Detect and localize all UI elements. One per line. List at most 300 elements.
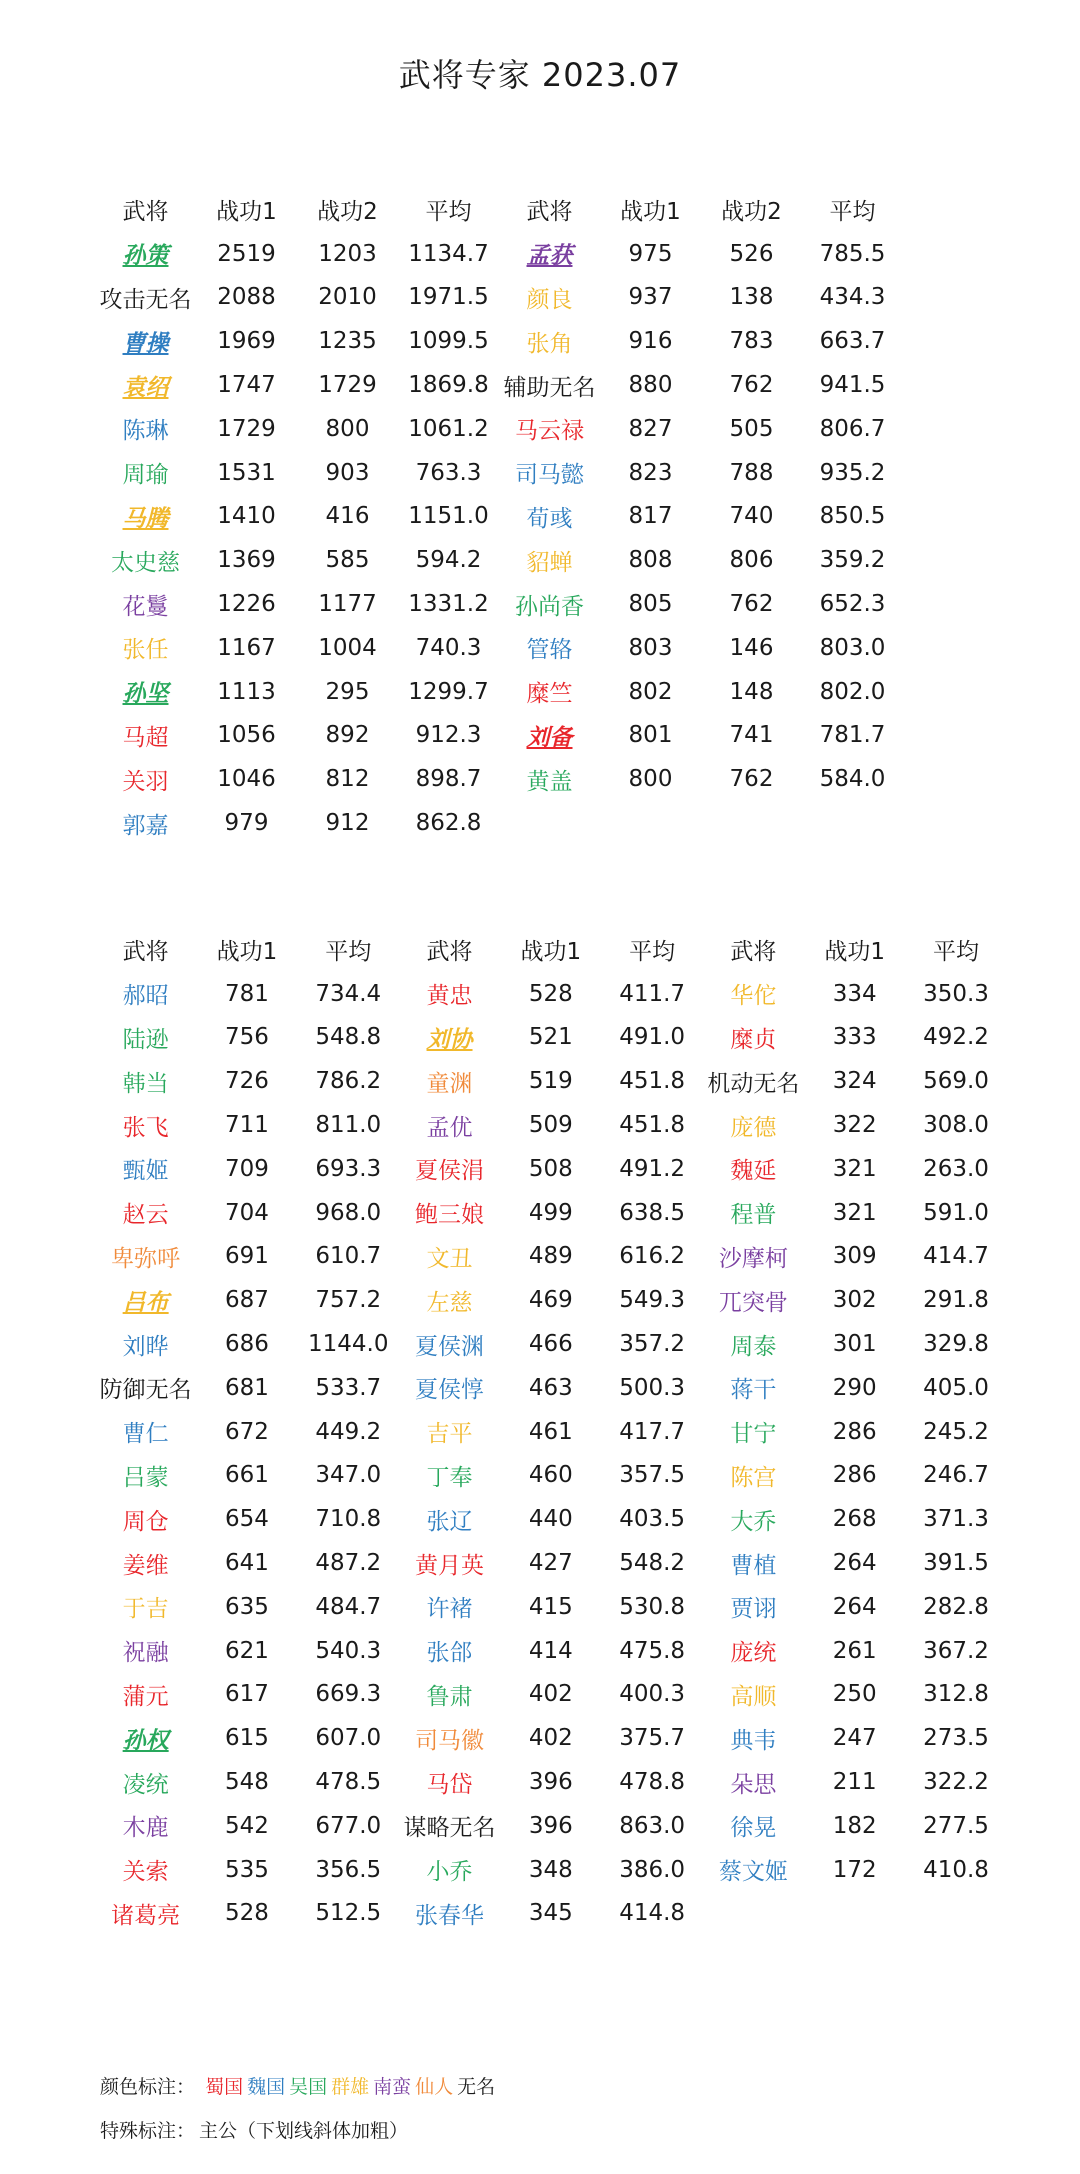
general-name: 关羽 <box>122 768 169 795</box>
table-row <box>95 1454 1007 1498</box>
stat-value: 811.0 <box>315 1112 382 1139</box>
general-name: 颜良 <box>526 286 573 313</box>
general-name: 童渊 <box>426 1070 473 1097</box>
stat-value: 440 <box>528 1506 573 1533</box>
general-name: 孙坚 <box>122 681 169 708</box>
general-name: 黄忠 <box>426 983 473 1010</box>
table-row <box>95 1235 1007 1279</box>
empty-cell <box>804 1892 905 1936</box>
table-row <box>95 1673 1007 1717</box>
stat-value: 519 <box>528 1068 573 1095</box>
stat-value: 710.8 <box>315 1506 382 1533</box>
table-row <box>95 232 903 276</box>
table-row <box>95 1804 1007 1848</box>
general-name: 陈宫 <box>730 1464 777 1491</box>
stat-value: 348 <box>528 1856 573 1883</box>
stat-value: 802 <box>628 678 673 705</box>
stat-value: 347.0 <box>315 1462 382 1489</box>
stat-value: 677.0 <box>315 1812 382 1839</box>
stat-value: 569.0 <box>923 1068 989 1095</box>
table-row <box>95 1366 1007 1410</box>
general-name: 张辽 <box>426 1508 473 1535</box>
stat-value: 941.5 <box>819 372 886 399</box>
stat-value: 286 <box>832 1462 877 1489</box>
stat-value: 863.0 <box>619 1812 686 1839</box>
stat-value: 263.0 <box>923 1155 989 1182</box>
stat-value: 1969 <box>217 328 276 355</box>
stat-value: 410.8 <box>923 1856 989 1883</box>
general-name: 贾诩 <box>730 1596 777 1623</box>
stat-value: 1869.8 <box>408 372 489 399</box>
stat-value: 1235 <box>318 328 377 355</box>
general-name: 甘宁 <box>730 1421 777 1448</box>
general-name: 庞德 <box>730 1114 777 1141</box>
stat-value: 1099.5 <box>408 328 489 355</box>
table-row <box>95 670 903 714</box>
stat-value: 783 <box>729 328 774 355</box>
column-header: 武将 <box>122 939 169 966</box>
stat-value: 781.7 <box>819 722 886 749</box>
table-row <box>95 407 903 451</box>
general-name: 黄月英 <box>415 1552 485 1579</box>
stat-value: 827 <box>628 415 673 442</box>
stat-value: 148 <box>729 678 774 705</box>
general-name: 吕蒙 <box>122 1464 169 1491</box>
stat-value: 548.2 <box>619 1550 686 1577</box>
stat-value: 478.8 <box>619 1769 686 1796</box>
stat-value: 763.3 <box>415 459 482 486</box>
table-row <box>95 1103 1007 1147</box>
stat-value: 672 <box>224 1418 269 1445</box>
stat-value: 301 <box>832 1331 877 1358</box>
stat-value: 663.7 <box>819 328 886 355</box>
table-row <box>95 1541 1007 1585</box>
stat-value: 2519 <box>217 240 276 267</box>
stat-value: 892 <box>325 722 370 749</box>
stat-value: 492.2 <box>923 1024 989 1051</box>
column-header: 平均 <box>829 199 876 226</box>
stat-value: 500.3 <box>619 1374 686 1401</box>
stat-value: 726 <box>224 1068 269 1095</box>
general-name: 庞统 <box>730 1640 777 1667</box>
stat-value: 801 <box>628 722 673 749</box>
stat-value: 548.8 <box>315 1024 382 1051</box>
stat-value: 1531 <box>217 459 276 486</box>
stat-value: 359.2 <box>819 547 886 574</box>
stat-value: 282.8 <box>923 1593 989 1620</box>
stat-value: 762 <box>729 766 774 793</box>
general-name: 卑弥呼 <box>111 1245 181 1272</box>
general-name: 凌统 <box>122 1771 169 1798</box>
stat-value: 295 <box>325 678 370 705</box>
empty-cell <box>802 801 903 845</box>
general-stats-table-2 <box>95 928 1007 1935</box>
stat-value: 322 <box>832 1112 877 1139</box>
general-name: 文丑 <box>426 1245 473 1272</box>
page-title: 武将专家 2023.07 <box>398 56 682 94</box>
stat-value: 802.0 <box>819 678 886 705</box>
general-name: 曹植 <box>730 1552 777 1579</box>
stat-value: 1144.0 <box>308 1331 389 1358</box>
column-header: 战功1 <box>216 199 277 226</box>
stat-value: 1134.7 <box>408 240 489 267</box>
general-name: 姜维 <box>122 1552 169 1579</box>
stat-value: 350.3 <box>923 980 989 1007</box>
table-row <box>95 1848 1007 1892</box>
stat-value: 250 <box>832 1681 877 1708</box>
stat-value: 415 <box>528 1593 573 1620</box>
general-name: 糜竺 <box>526 681 573 708</box>
stat-value: 2088 <box>217 284 276 311</box>
table-row <box>95 626 903 670</box>
stat-value: 411.7 <box>619 980 686 1007</box>
stat-value: 1061.2 <box>408 415 489 442</box>
stat-value: 414.8 <box>619 1900 686 1927</box>
stat-value: 451.8 <box>619 1112 686 1139</box>
column-header: 平均 <box>933 939 980 966</box>
stat-value: 1299.7 <box>408 678 489 705</box>
stat-value: 635 <box>224 1593 269 1620</box>
column-header: 战功2 <box>317 199 378 226</box>
general-name: 司马懿 <box>515 462 584 489</box>
table-row <box>95 1760 1007 1804</box>
general-name: 马云禄 <box>515 418 584 445</box>
general-name: 徐晃 <box>730 1815 777 1842</box>
stat-value: 489 <box>528 1243 573 1270</box>
stat-value: 449.2 <box>315 1418 382 1445</box>
stat-value: 862.8 <box>415 810 482 837</box>
stat-value: 711 <box>224 1112 269 1139</box>
stat-value: 621 <box>224 1637 269 1664</box>
general-name: 于吉 <box>122 1596 169 1623</box>
general-name: 韩当 <box>122 1070 169 1097</box>
general-name: 郭嘉 <box>122 812 169 839</box>
stat-value: 1369 <box>217 547 276 574</box>
general-name: 防御无名 <box>99 1377 192 1404</box>
general-name: 刘晔 <box>122 1333 169 1360</box>
general-name: 朵思 <box>730 1771 777 1798</box>
stat-value: 968.0 <box>315 1199 382 1226</box>
stat-value: 850.5 <box>819 503 886 530</box>
stat-value: 687 <box>224 1287 269 1314</box>
general-name: 丁奉 <box>426 1464 473 1491</box>
general-name: 蒋干 <box>730 1377 777 1404</box>
general-name: 魏延 <box>730 1158 777 1185</box>
color-legend <box>100 2075 499 2099</box>
general-name: 张角 <box>526 330 573 357</box>
general-name: 沙摩柯 <box>718 1245 788 1272</box>
stat-value: 403.5 <box>619 1506 686 1533</box>
stat-value: 740.3 <box>415 634 482 661</box>
stat-value: 540.3 <box>315 1637 382 1664</box>
general-name: 吉平 <box>426 1421 473 1448</box>
table-row <box>95 582 903 626</box>
stat-value: 741 <box>729 722 774 749</box>
stat-value: 535 <box>224 1856 269 1883</box>
stat-value: 414 <box>528 1637 573 1664</box>
stat-value: 800 <box>325 415 370 442</box>
stat-value: 402 <box>528 1725 573 1752</box>
stat-value: 756 <box>224 1024 269 1051</box>
general-name: 荀彧 <box>526 505 573 532</box>
stat-value: 785.5 <box>819 240 886 267</box>
general-name: 刘协 <box>426 1026 473 1053</box>
stat-value: 461 <box>528 1418 573 1445</box>
stat-value: 290 <box>832 1374 877 1401</box>
stat-value: 1203 <box>318 240 377 267</box>
stat-value: 146 <box>729 634 774 661</box>
table-row <box>95 319 903 363</box>
general-name: 吕布 <box>122 1289 169 1316</box>
stat-value: 704 <box>224 1199 269 1226</box>
stat-value: 591.0 <box>923 1199 989 1226</box>
stat-value: 803.0 <box>819 634 886 661</box>
general-name: 曹操 <box>122 330 169 357</box>
general-name: 鲁肃 <box>426 1683 473 1710</box>
general-name: 蒲元 <box>122 1683 169 1710</box>
general-name: 管辂 <box>526 637 573 664</box>
general-name: 祝融 <box>122 1640 169 1667</box>
general-name: 刘备 <box>526 724 573 751</box>
stat-value: 594.2 <box>415 547 482 574</box>
stat-value: 762 <box>729 591 774 618</box>
stat-value: 264 <box>832 1550 877 1577</box>
stat-value: 903 <box>325 459 370 486</box>
stat-value: 912 <box>325 810 370 837</box>
general-name: 袁绍 <box>122 374 169 401</box>
stat-value: 1747 <box>217 372 276 399</box>
stat-value: 975 <box>628 240 673 267</box>
general-name: 鲍三娘 <box>415 1202 485 1229</box>
general-name: 太史慈 <box>111 549 180 576</box>
special-legend <box>100 2119 499 2143</box>
table-row <box>95 714 903 758</box>
stat-value: 391.5 <box>923 1550 989 1577</box>
stat-value: 286 <box>832 1418 877 1445</box>
stat-value: 585 <box>325 547 370 574</box>
stat-value: 528 <box>224 1900 269 1927</box>
stat-value: 788 <box>729 459 774 486</box>
stat-value: 812 <box>325 766 370 793</box>
stat-value: 329.8 <box>923 1331 989 1358</box>
stat-value: 548 <box>224 1769 269 1796</box>
stat-value: 396 <box>528 1812 573 1839</box>
stat-value: 469 <box>528 1287 573 1314</box>
stat-value: 1004 <box>318 634 377 661</box>
general-name: 大乔 <box>730 1508 777 1535</box>
stat-value: 508 <box>528 1155 573 1182</box>
table-row <box>95 1716 1007 1760</box>
column-header: 武将 <box>122 199 169 226</box>
stat-value: 1056 <box>217 722 276 749</box>
special-legend-label: 特殊标注： <box>100 2120 196 2142</box>
column-header: 平均 <box>425 199 472 226</box>
general-name: 孙策 <box>122 243 169 270</box>
stat-value: 309 <box>832 1243 877 1270</box>
stat-value: 1331.2 <box>408 591 489 618</box>
stat-value: 491.0 <box>619 1024 686 1051</box>
stat-value: 499 <box>528 1199 573 1226</box>
table-row <box>95 276 903 320</box>
general-name: 马腾 <box>122 505 169 532</box>
stat-value: 1113 <box>217 678 276 705</box>
table-row <box>95 363 903 407</box>
stat-value: 463 <box>528 1374 573 1401</box>
general-name: 司马徽 <box>415 1727 485 1754</box>
stat-value: 172 <box>832 1856 877 1883</box>
stat-value: 803 <box>628 634 673 661</box>
stat-value: 247 <box>832 1725 877 1752</box>
stat-value: 610.7 <box>315 1243 382 1270</box>
general-name: 马岱 <box>426 1771 473 1798</box>
table-row <box>95 1322 1007 1366</box>
stat-value: 817 <box>628 503 673 530</box>
general-name: 黄盖 <box>526 768 573 795</box>
general-name: 关索 <box>122 1859 169 1886</box>
legend-item-wu: 吴国 <box>289 2076 328 2098</box>
stat-value: 806 <box>729 547 774 574</box>
general-name: 左慈 <box>426 1289 473 1316</box>
stat-value: 345 <box>528 1900 573 1927</box>
table-row <box>95 1585 1007 1629</box>
stat-value: 1167 <box>217 634 276 661</box>
empty-cell <box>701 801 802 845</box>
stat-value: 182 <box>832 1812 877 1839</box>
stat-value: 916 <box>628 328 673 355</box>
stat-value: 261 <box>832 1637 877 1664</box>
empty-cell <box>499 801 600 845</box>
stat-value: 898.7 <box>415 766 482 793</box>
general-name: 蔡文姬 <box>718 1859 788 1886</box>
general-name: 马超 <box>122 724 169 751</box>
stat-value: 740 <box>729 503 774 530</box>
table-row <box>95 1278 1007 1322</box>
general-name: 郝昭 <box>122 983 169 1010</box>
stat-value: 937 <box>628 284 673 311</box>
general-name: 周泰 <box>730 1333 777 1360</box>
stat-value: 1410 <box>217 503 276 530</box>
legend-item-wei: 魏国 <box>247 2076 286 2098</box>
stat-value: 709 <box>224 1155 269 1182</box>
stat-value: 2010 <box>318 284 377 311</box>
general-name: 诸葛亮 <box>111 1902 181 1929</box>
stat-value: 478.5 <box>315 1769 382 1796</box>
stat-value: 800 <box>628 766 673 793</box>
column-header: 战功1 <box>620 199 681 226</box>
general-name: 貂蝉 <box>526 549 573 576</box>
table-row <box>95 1016 1007 1060</box>
stat-value: 616.2 <box>619 1243 686 1270</box>
general-name: 花鬘 <box>122 593 169 620</box>
column-header: 战功1 <box>216 939 278 966</box>
general-name: 孙尚香 <box>515 593 584 620</box>
stat-value: 396 <box>528 1769 573 1796</box>
stat-value: 691 <box>224 1243 269 1270</box>
stat-value: 312.8 <box>923 1681 989 1708</box>
table-row <box>95 1629 1007 1673</box>
general-name: 程普 <box>730 1202 777 1229</box>
stat-value: 757.2 <box>315 1287 382 1314</box>
stat-value: 584.0 <box>819 766 886 793</box>
stat-value: 367.2 <box>923 1637 989 1664</box>
stat-value: 526 <box>729 240 774 267</box>
table-row <box>95 801 903 845</box>
stat-value: 509 <box>528 1112 573 1139</box>
stat-value: 505 <box>729 415 774 442</box>
legend-item-xian: 仙人 <box>415 2076 454 2098</box>
stat-value: 805 <box>628 591 673 618</box>
general-name: 小乔 <box>426 1859 473 1886</box>
stat-value: 302 <box>832 1287 877 1314</box>
general-name: 陆逊 <box>122 1026 169 1053</box>
general-name: 兀突骨 <box>718 1289 788 1316</box>
stat-value: 484.7 <box>315 1593 382 1620</box>
column-header: 战功2 <box>721 199 782 226</box>
stat-value: 400.3 <box>619 1681 686 1708</box>
stat-value: 808 <box>628 547 673 574</box>
general-stats-table-1 <box>95 188 903 845</box>
stat-value: 414.7 <box>923 1243 989 1270</box>
stat-value: 617 <box>224 1681 269 1708</box>
table-row <box>95 495 903 539</box>
stat-value: 669.3 <box>315 1681 382 1708</box>
general-name: 华佗 <box>730 983 777 1010</box>
table-row <box>95 1059 1007 1103</box>
stat-value: 979 <box>224 810 269 837</box>
stat-value: 641 <box>224 1550 269 1577</box>
general-name: 周仓 <box>122 1508 169 1535</box>
column-header: 战功1 <box>520 939 582 966</box>
special-legend-text: 主公（下划线斜体加粗） <box>199 2120 409 2142</box>
stat-value: 734.4 <box>315 980 382 1007</box>
stat-value: 371.3 <box>923 1506 989 1533</box>
stat-value: 607.0 <box>315 1725 382 1752</box>
stat-value: 1151.0 <box>408 503 489 530</box>
stat-value: 475.8 <box>619 1637 686 1664</box>
table-row <box>95 757 903 801</box>
stat-value: 211 <box>832 1769 877 1796</box>
stat-value: 1226 <box>217 591 276 618</box>
stat-value: 1046 <box>217 766 276 793</box>
table-row <box>95 1191 1007 1235</box>
legend-item-none: 无名 <box>457 2076 496 2098</box>
general-name: 典韦 <box>730 1727 777 1754</box>
stat-value: 386.0 <box>619 1856 686 1883</box>
column-header: 武将 <box>526 199 573 226</box>
stat-value: 246.7 <box>923 1462 989 1489</box>
stat-value: 1729 <box>217 415 276 442</box>
stat-value: 321 <box>832 1199 877 1226</box>
stat-value: 686 <box>224 1331 269 1358</box>
legend <box>100 2075 499 2163</box>
general-name: 甄姬 <box>122 1158 169 1185</box>
table-row <box>95 538 903 582</box>
stat-value: 402 <box>528 1681 573 1708</box>
stat-value: 460 <box>528 1462 573 1489</box>
stat-value: 434.3 <box>819 284 886 311</box>
stat-value: 264 <box>832 1593 877 1620</box>
stat-value: 528 <box>528 980 573 1007</box>
general-name: 谋略无名 <box>403 1815 496 1842</box>
stat-value: 487.2 <box>315 1550 382 1577</box>
general-name: 机动无名 <box>707 1070 800 1097</box>
stat-value: 762 <box>729 372 774 399</box>
stat-value: 549.3 <box>619 1287 686 1314</box>
stat-value: 333 <box>832 1024 877 1051</box>
stat-value: 681 <box>224 1374 269 1401</box>
general-name: 张任 <box>122 637 169 664</box>
stat-value: 530.8 <box>619 1593 686 1620</box>
